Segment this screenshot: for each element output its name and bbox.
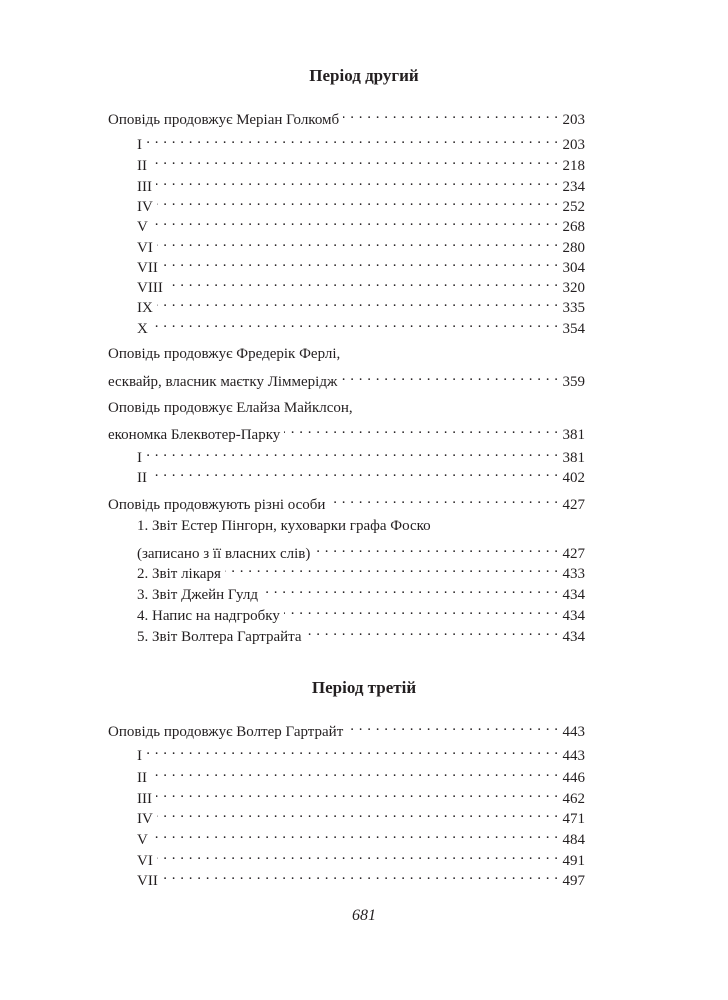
toc-subentry[interactable] bbox=[137, 313, 585, 337]
dot-leader bbox=[157, 191, 559, 211]
toc-subentry[interactable] bbox=[137, 292, 585, 316]
toc-subentry[interactable] bbox=[137, 171, 585, 195]
page-ref: 427 bbox=[562, 546, 585, 562]
toc-subentry[interactable] bbox=[137, 621, 585, 645]
toc-subentry[interactable] bbox=[137, 762, 585, 786]
page-ref: 335 bbox=[562, 300, 585, 316]
page-ref: 252 bbox=[562, 199, 585, 215]
page-ref: 234 bbox=[562, 179, 585, 195]
toc-subentry[interactable] bbox=[137, 558, 585, 582]
dot-leader bbox=[152, 211, 559, 231]
subentry-label-cont: (записано з її власних слів) bbox=[137, 546, 311, 562]
toc-subentry[interactable] bbox=[137, 462, 585, 486]
toc-subentry[interactable] bbox=[137, 191, 585, 215]
toc-subentry[interactable] bbox=[137, 442, 585, 466]
subentry-label: 2. Звіт лікаря bbox=[137, 566, 221, 582]
page-ref: 280 bbox=[562, 240, 585, 256]
subentry-label: VIII bbox=[137, 280, 163, 296]
page-ref: 354 bbox=[562, 321, 585, 337]
page-ref: 304 bbox=[562, 260, 585, 276]
subentry-label: III bbox=[137, 791, 152, 807]
toc-subentry[interactable] bbox=[137, 579, 585, 603]
subentry-label: VII bbox=[137, 260, 158, 276]
page-ref: 434 bbox=[562, 629, 585, 645]
subentry-label: III bbox=[137, 179, 152, 195]
dot-leader bbox=[146, 442, 559, 462]
dot-leader bbox=[146, 129, 559, 149]
toc-entry-michelson[interactable] bbox=[108, 419, 585, 443]
page-ref: 446 bbox=[562, 770, 585, 786]
page-ref: 434 bbox=[562, 587, 585, 603]
dot-leader bbox=[157, 845, 559, 865]
toc-entry-fairlie-line1 bbox=[108, 344, 585, 364]
toc-subentry[interactable] bbox=[137, 824, 585, 848]
subentry-label: II bbox=[137, 770, 147, 786]
subentry-label: II bbox=[137, 470, 147, 486]
page-ref: 218 bbox=[562, 158, 585, 174]
subentry-label: 4. Напис на надгробку bbox=[137, 608, 280, 624]
toc-entry-various[interactable] bbox=[108, 489, 585, 513]
subentry-label: I bbox=[137, 748, 142, 764]
period-three-heading: Період третій bbox=[311, 678, 417, 697]
page-ref: 203 bbox=[562, 137, 585, 153]
dot-leader bbox=[156, 171, 559, 191]
toc-subentry[interactable] bbox=[137, 150, 585, 174]
dot-leader bbox=[151, 462, 559, 482]
page-ref: 427 bbox=[562, 497, 585, 513]
subentry-label: 5. Звіт Волтера Гартрайта bbox=[137, 629, 302, 645]
dot-leader bbox=[167, 272, 559, 292]
subentry-label: II bbox=[137, 158, 147, 174]
dot-leader bbox=[151, 762, 559, 782]
toc-entry-michelson-line1 bbox=[108, 398, 585, 418]
dot-leader bbox=[156, 783, 559, 803]
dot-leader bbox=[162, 252, 559, 272]
toc-subentry[interactable] bbox=[137, 272, 585, 296]
subentry-label: 3. Звіт Джейн Гулд bbox=[137, 587, 258, 603]
toc-subentry-line1 bbox=[137, 516, 585, 536]
page-ref: 359 bbox=[562, 374, 585, 390]
toc-subentry[interactable] bbox=[137, 740, 585, 764]
page-ref: 381 bbox=[562, 450, 585, 466]
subentry-label: IX bbox=[137, 300, 153, 316]
dot-leader bbox=[157, 232, 559, 252]
page-ref: 320 bbox=[562, 280, 585, 296]
page-ref: 491 bbox=[562, 853, 585, 869]
subentry-label: VII bbox=[137, 873, 158, 889]
entry-title-cont: есквайр, власник маєтку Ліммерідж bbox=[108, 374, 338, 390]
toc-subentry[interactable] bbox=[137, 538, 585, 562]
toc-entry-fairlie[interactable] bbox=[108, 366, 585, 390]
page-ref: 484 bbox=[562, 832, 585, 848]
subentry-label: I bbox=[137, 137, 142, 153]
toc-subentry[interactable] bbox=[137, 252, 585, 276]
dot-leader bbox=[341, 366, 558, 386]
toc-subentry[interactable] bbox=[137, 129, 585, 153]
entry-title-cont: економка Блеквотер-Парку bbox=[108, 427, 281, 443]
period-two-heading: Період другий bbox=[309, 66, 419, 85]
entry-title: Оповідь продовжують різні особи bbox=[108, 497, 326, 513]
page-ref: 381 bbox=[562, 427, 585, 443]
entry-title: Оповідь продовжує Меріан Голкомб bbox=[108, 112, 340, 128]
subentry-label: VI bbox=[137, 240, 153, 256]
dot-leader bbox=[284, 600, 559, 620]
dot-leader bbox=[306, 621, 559, 641]
dot-leader bbox=[152, 824, 559, 844]
dot-leader bbox=[347, 716, 558, 736]
toc-entry-merian[interactable] bbox=[108, 104, 585, 128]
subentry-label: IV bbox=[137, 811, 153, 827]
page-ref: 443 bbox=[562, 748, 585, 764]
toc-subentry[interactable] bbox=[137, 783, 585, 807]
page-ref: 443 bbox=[562, 724, 585, 740]
page-ref: 462 bbox=[562, 791, 585, 807]
entry-title: Оповідь продовжує Волтер Гартрайт bbox=[108, 724, 344, 740]
toc-subentry[interactable] bbox=[137, 211, 585, 235]
subentry-label: X bbox=[137, 321, 148, 337]
dot-leader bbox=[146, 740, 559, 760]
page-ref: 434 bbox=[562, 608, 585, 624]
page-ref: 433 bbox=[562, 566, 585, 582]
subentry-label: V bbox=[137, 219, 148, 235]
toc-subentry[interactable] bbox=[137, 232, 585, 256]
dot-leader bbox=[151, 150, 559, 170]
dot-leader bbox=[225, 558, 559, 578]
subentry-label: IV bbox=[137, 199, 153, 215]
page-ref: 203 bbox=[562, 112, 585, 128]
page-number: 681 bbox=[352, 907, 376, 924]
dot-leader bbox=[162, 865, 559, 885]
entry-title: Оповідь продовжує Фредерік Ферлі, bbox=[108, 346, 341, 362]
dot-leader bbox=[157, 292, 559, 312]
toc-subentry[interactable] bbox=[137, 845, 585, 869]
subentry-label: V bbox=[137, 832, 148, 848]
page-ref: 402 bbox=[562, 470, 585, 486]
dot-leader bbox=[157, 803, 559, 823]
subentry-label: 1. Звіт Естер Пінгорн, куховарки графа Фоско bbox=[137, 518, 431, 534]
dot-leader bbox=[284, 419, 558, 439]
toc-subentry[interactable] bbox=[137, 865, 585, 889]
dot-leader bbox=[262, 579, 559, 599]
page-ref: 471 bbox=[562, 811, 585, 827]
entry-title: Оповідь продовжує Елайза Майклсон, bbox=[108, 400, 353, 416]
dot-leader bbox=[329, 489, 558, 509]
page-ref: 268 bbox=[562, 219, 585, 235]
toc-subentry[interactable] bbox=[137, 803, 585, 827]
dot-leader bbox=[343, 104, 558, 124]
page-ref: 497 bbox=[562, 873, 585, 889]
dot-leader bbox=[152, 313, 559, 333]
subentry-label: I bbox=[137, 450, 142, 466]
toc-subentry[interactable] bbox=[137, 600, 585, 624]
subentry-label: VI bbox=[137, 853, 153, 869]
dot-leader bbox=[314, 538, 558, 558]
toc-entry-walter[interactable] bbox=[108, 716, 585, 740]
